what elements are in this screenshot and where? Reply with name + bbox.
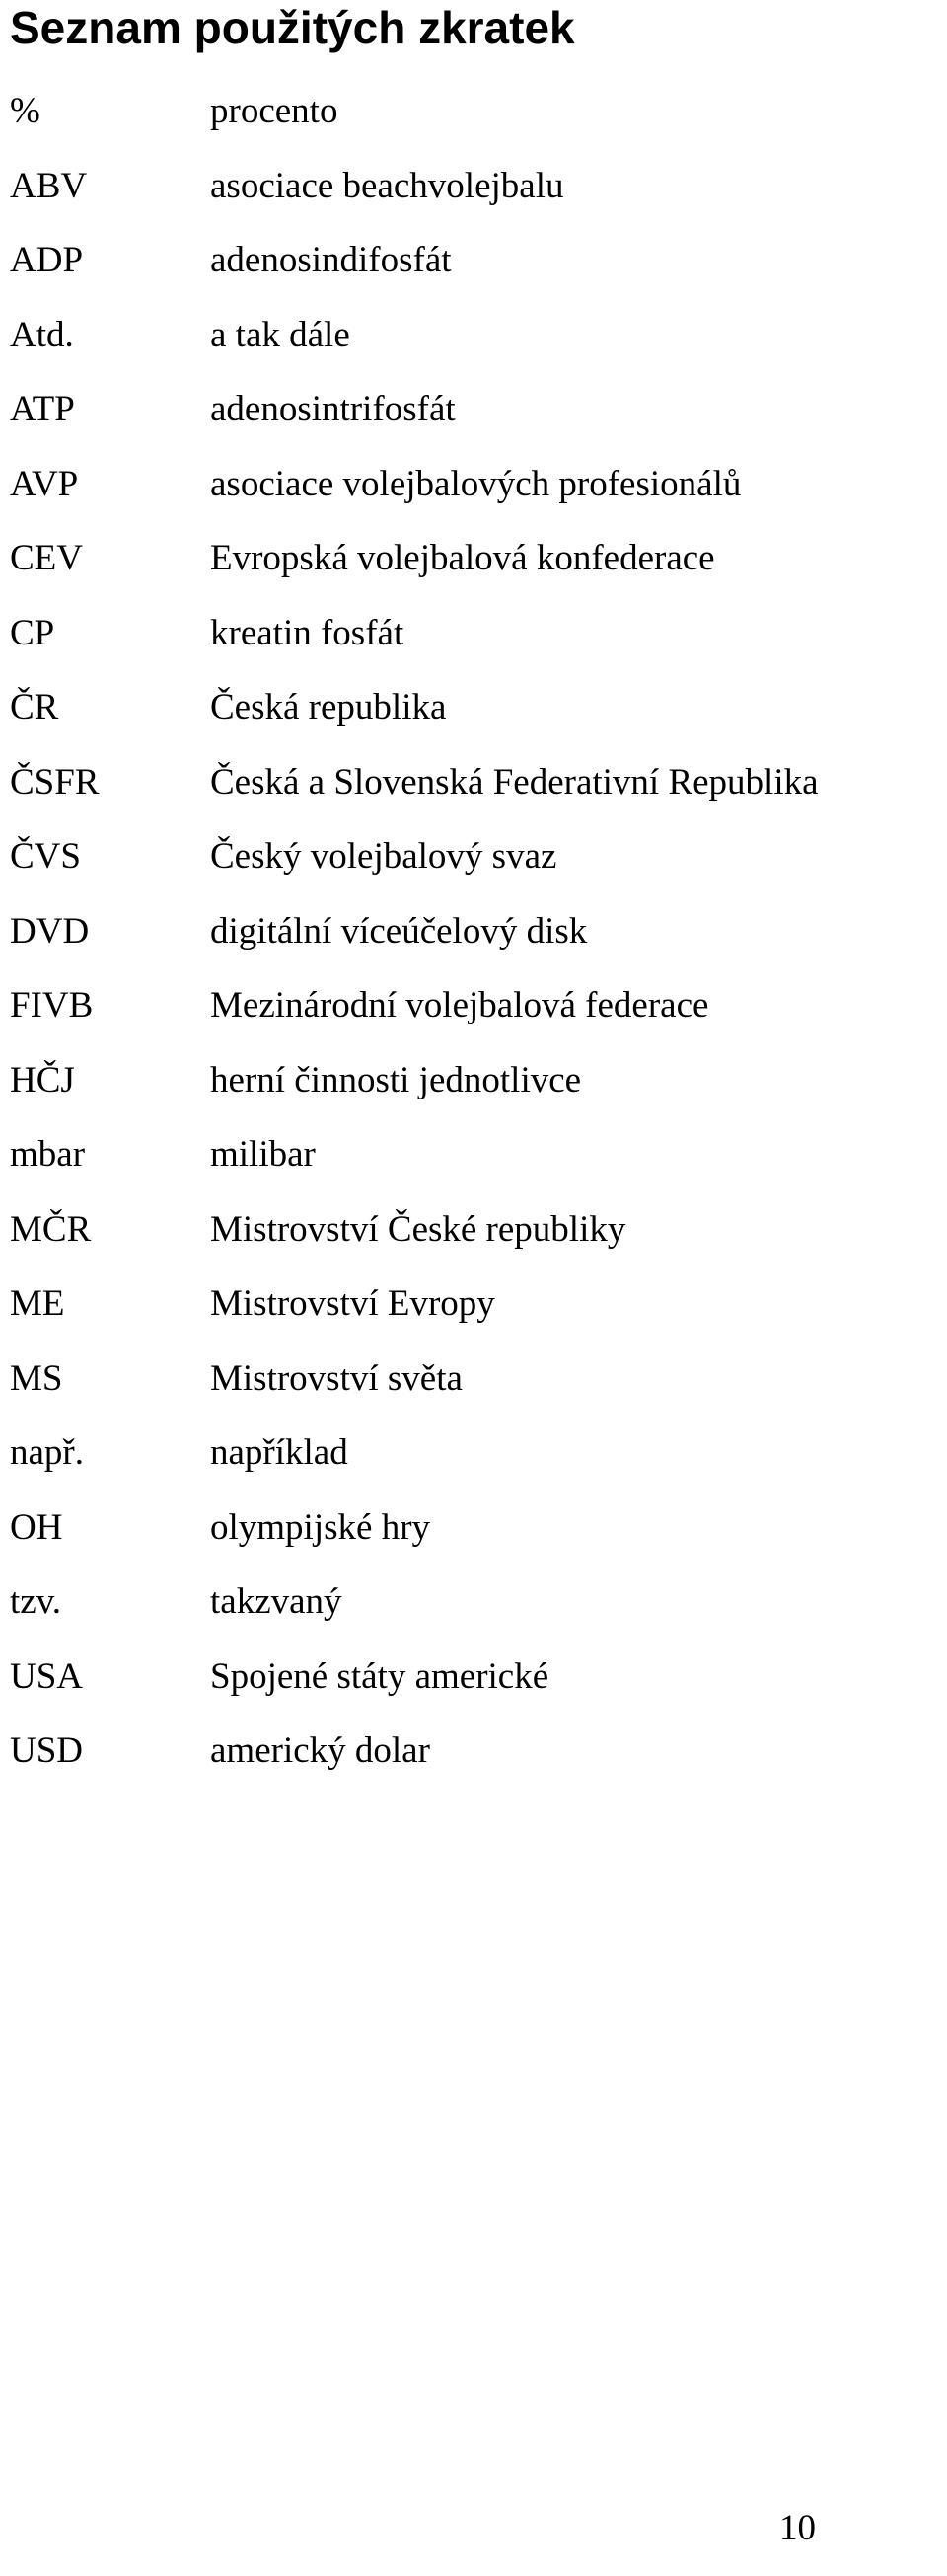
abbreviation-meaning: milibar xyxy=(210,1134,316,1174)
abbreviation-row xyxy=(0,537,947,612)
abbreviation-meaning: Mistrovství České republiky xyxy=(210,1208,626,1250)
abbreviation-term: USD xyxy=(10,1730,84,1771)
abbreviation-term: HČJ xyxy=(10,1059,75,1100)
abbreviation-row xyxy=(0,1431,947,1506)
page-title: Seznam použitých zkratek xyxy=(10,2,575,53)
abbreviation-row xyxy=(0,686,947,761)
abbreviation-meaning: digitální víceúčelový disk xyxy=(210,910,588,951)
abbreviation-meaning: Mezinárodní volejbalová federace xyxy=(210,985,709,1025)
abbreviation-row xyxy=(0,90,947,165)
abbreviation-meaning: procento xyxy=(210,91,338,131)
abbreviation-row xyxy=(0,1133,947,1208)
abbreviation-row xyxy=(0,463,947,538)
abbreviation-meaning: Evropská volejbalová konfederace xyxy=(210,538,715,578)
abbreviation-term: ČR xyxy=(10,687,59,727)
abbreviation-meaning: Mistrovství světa xyxy=(210,1357,463,1399)
abbreviation-row xyxy=(0,165,947,240)
abbreviation-row xyxy=(0,314,947,389)
abbreviation-term: Atd. xyxy=(10,314,74,355)
abbreviation-term: ME xyxy=(10,1283,65,1324)
abbreviation-term: DVD xyxy=(10,910,90,951)
page-number: 10 xyxy=(779,2508,816,2548)
abbreviation-term: % xyxy=(10,91,40,131)
abbreviation-row xyxy=(0,1282,947,1357)
abbreviation-row xyxy=(0,910,947,985)
abbreviation-meaning: kreatin fosfát xyxy=(210,612,404,653)
abbreviation-term: ČSFR xyxy=(10,761,100,802)
abbreviation-row xyxy=(0,761,947,836)
abbreviation-meaning: olympijské hry xyxy=(210,1506,431,1548)
abbreviation-meaning: Český volejbalový svaz xyxy=(210,836,557,876)
abbreviation-meaning: takzvaný xyxy=(210,1581,342,1622)
abbreviation-row xyxy=(0,1729,947,1804)
abbreviation-term: CEV xyxy=(10,538,83,578)
abbreviation-term: FIVB xyxy=(10,985,94,1025)
abbreviation-meaning: adenosintrifosfát xyxy=(210,389,456,429)
abbreviation-term: MČR xyxy=(10,1208,92,1250)
abbreviation-row xyxy=(0,239,947,314)
abbreviation-term: mbar xyxy=(10,1134,86,1174)
abbreviation-meaning: asociace beachvolejbalu xyxy=(210,165,564,206)
abbreviation-meaning: Spojené státy americké xyxy=(210,1655,549,1697)
abbreviation-meaning: Česká republika xyxy=(210,687,447,727)
abbreviation-term: AVP xyxy=(10,463,79,504)
abbreviation-term: ATP xyxy=(10,389,75,429)
abbreviation-row xyxy=(0,1655,947,1730)
abbreviation-term: ABV xyxy=(10,165,88,206)
abbreviation-term: USA xyxy=(10,1655,84,1697)
abbreviation-row xyxy=(0,612,947,687)
abbreviation-term: CP xyxy=(10,612,55,653)
abbreviation-meaning: herní činnosti jednotlivce xyxy=(210,1059,582,1100)
abbreviation-term: ADP xyxy=(10,240,84,280)
abbreviation-list xyxy=(0,90,947,1804)
abbreviation-row xyxy=(0,1506,947,1581)
abbreviation-row xyxy=(0,1580,947,1655)
abbreviation-row xyxy=(0,984,947,1059)
abbreviation-meaning: například xyxy=(210,1432,348,1473)
abbreviation-row xyxy=(0,1059,947,1134)
abbreviation-meaning: americký dolar xyxy=(210,1730,430,1771)
abbreviation-term: MS xyxy=(10,1357,63,1399)
abbreviation-term: ČVS xyxy=(10,836,81,876)
abbreviation-row xyxy=(0,835,947,910)
abbreviation-term: tzv. xyxy=(10,1581,62,1622)
abbreviation-row xyxy=(0,1208,947,1283)
abbreviation-term: např. xyxy=(10,1432,84,1473)
abbreviation-meaning: Česká a Slovenská Federativní Republika xyxy=(210,761,819,802)
abbreviation-meaning: asociace volejbalových profesionálů xyxy=(210,463,742,504)
abbreviation-meaning: a tak dále xyxy=(210,314,350,355)
abbreviation-row xyxy=(0,1357,947,1432)
abbreviation-term: OH xyxy=(10,1506,63,1548)
abbreviation-meaning: Mistrovství Evropy xyxy=(210,1283,495,1324)
abbreviation-row xyxy=(0,388,947,463)
abbreviation-meaning: adenosindifosfát xyxy=(210,240,452,280)
